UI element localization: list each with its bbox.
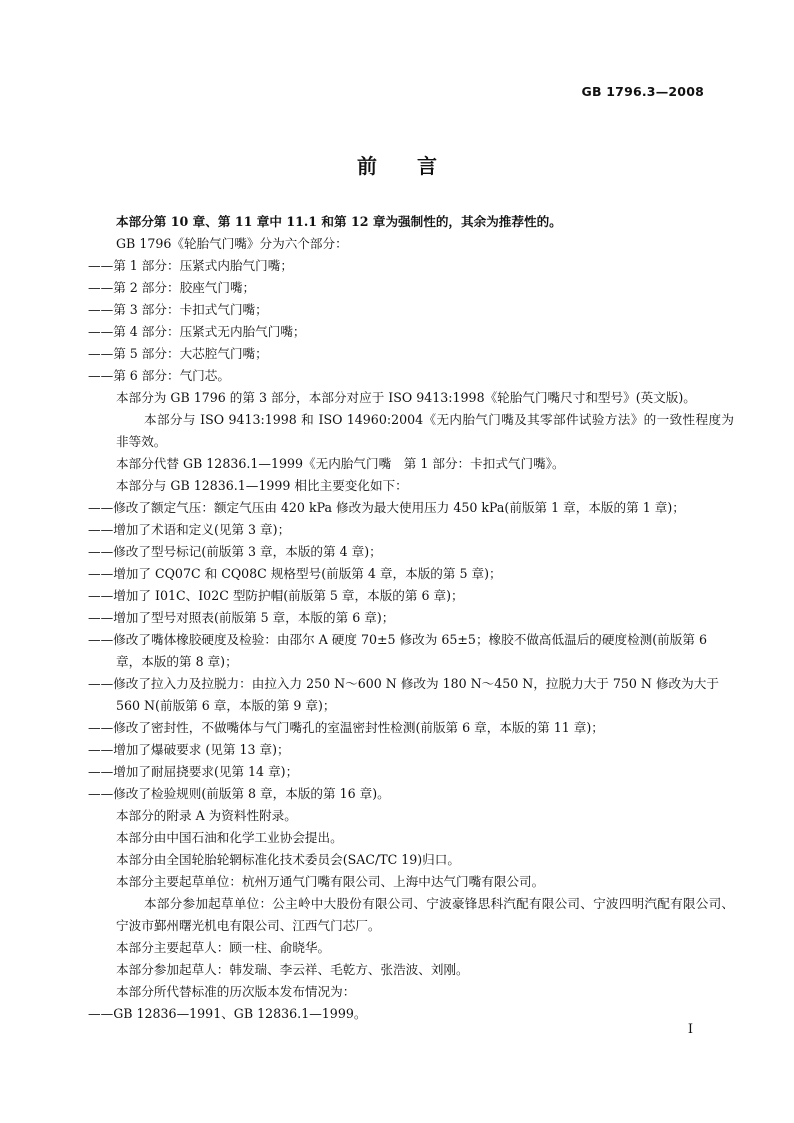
list-item-change-5: ——增加了 I01C、I02C 型防护帽(前版第 5 章，本版的第 6 章)；	[88, 588, 464, 603]
paragraph-participating-units: 本部分参加起草单位：公主岭中大股份有限公司、宁波豪锋思科汽配有限公司、宁波四明汽配有限公司、宁波市鄞州曙光机电有限公司、江西气门芯厂。	[116, 896, 734, 933]
list-item-change-3: ——修改了型号标记(前版第 3 章，本版的第 4 章)；	[88, 544, 382, 559]
page-title: 前言	[357, 154, 477, 178]
list-item-change-10: ——增加了爆破要求 (见第 13 章)；	[88, 742, 290, 757]
list-item-part-3: ——第 3 部分：卡扣式气门嘴；	[88, 302, 268, 317]
list-item-change-7: ——修改了嘴体橡胶硬度及检验：由邵尔 A 硬度 70±5 修改为 65±5；橡胶不做高低温后的硬度检测(前版第 6 章，本版的第 8 章)；	[88, 632, 707, 669]
list-item-change-9: ——修改了密封性，不做嘴体与气门嘴孔的室温密封性检测(前版第 6 章，本版的第 11 章)；	[88, 720, 604, 735]
list-item-part-6: ——第 6 部分：气门芯。	[88, 368, 230, 383]
list-item-change-12: ——修改了检验规则(前版第 8 章，本版的第 16 章)。	[88, 786, 390, 801]
list-item-change-11: ——增加了耐屈挠要求(见第 14 章)；	[88, 764, 299, 779]
paragraph-participating-drafters: 本部分参加起草人：韩发瑞、李云祥、毛乾方、张浩波、刘刚。	[116, 962, 469, 977]
paragraph-changes-intro: 本部分与 GB 12836.1—1999 相比主要变化如下：	[116, 478, 408, 493]
paragraph-proposed-by: 本部分由中国石油和化学工业协会提出。	[116, 830, 343, 845]
paragraph-parts-intro: GB 1796《轮胎气门嘴》分为六个部分：	[116, 236, 348, 251]
page-number: I	[687, 1022, 693, 1037]
paragraph-under-jurisdiction: 本部分由全国轮胎轮辋标准化技术委员会(SAC/TC 19)归口。	[116, 852, 460, 867]
list-item-change-8: ——修改了拉入力及拉脱力：由拉入力 250 N～600 N 修改为 180 N～450 N，拉脱力大于 750 N 修改为大于 560 N(前版第 6 章，本版的第 9 章)；	[88, 676, 719, 713]
list-item-part-1: ——第 1 部分：压紧式内胎气门嘴；	[88, 258, 293, 273]
list-item-change-1: ——修改了额定气压：额定气压由 420 kPa 修改为最大使用压力 450 kPa(前版第 1 章，本版的第 1 章)；	[88, 500, 685, 515]
list-item-change-4: ——增加了 CQ07C 和 CQ08C 规格型号(前版第 4 章，本版的第 5 章)；	[88, 566, 502, 581]
paragraph-mandatory-note: 本部分第 10 章、第 11 章中 11.1 和第 12 章为强制性的，其余为推荐性的。	[116, 214, 562, 229]
list-item-part-5: ——第 5 部分：大芯腔气门嘴；	[88, 346, 268, 361]
list-item-history: ——GB 12836—1991、GB 12836.1—1999。	[88, 1006, 367, 1021]
list-item-part-2: ——第 2 部分：胶座气门嘴；	[88, 280, 256, 295]
list-item-change-2: ——增加了术语和定义(见第 3 章)；	[88, 522, 291, 537]
list-item-part-4: ——第 4 部分：压紧式无内胎气门嘴；	[88, 324, 306, 339]
paragraph-replaces: 本部分代替 GB 12836.1—1999《无内胎气门嘴 第 1 部分：卡扣式气门嘴》。	[116, 456, 565, 471]
foreword-body	[88, 211, 734, 1025]
paragraph-consistency: 本部分与 ISO 9413:1998 和 ISO 14960:2004《无内胎气门嘴及其零部件试验方法》的一致性程度为非等效。	[116, 412, 734, 449]
list-item-change-6: ——增加了型号对照表(前版第 5 章，本版的第 6 章)；	[88, 610, 395, 625]
paragraph-history-intro: 本部分所代替标准的历次版本发布情况为：	[116, 984, 356, 999]
paragraph-main-drafters: 本部分主要起草人：顾一柱、俞晓华。	[116, 940, 331, 955]
paragraph-iso-correspondence: 本部分为 GB 1796 的第 3 部分，本部分对应于 ISO 9413:1998《轮胎气门嘴尺寸和型号》(英文版)。	[116, 390, 696, 405]
standard-number: GB 1796.3—2008	[581, 84, 704, 99]
paragraph-annex: 本部分的附录 A 为资料性附录。	[116, 808, 297, 823]
paragraph-main-drafting-units: 本部分主要起草单位：杭州万通气门嘴有限公司、上海中达气门嘴有限公司。	[116, 874, 545, 889]
